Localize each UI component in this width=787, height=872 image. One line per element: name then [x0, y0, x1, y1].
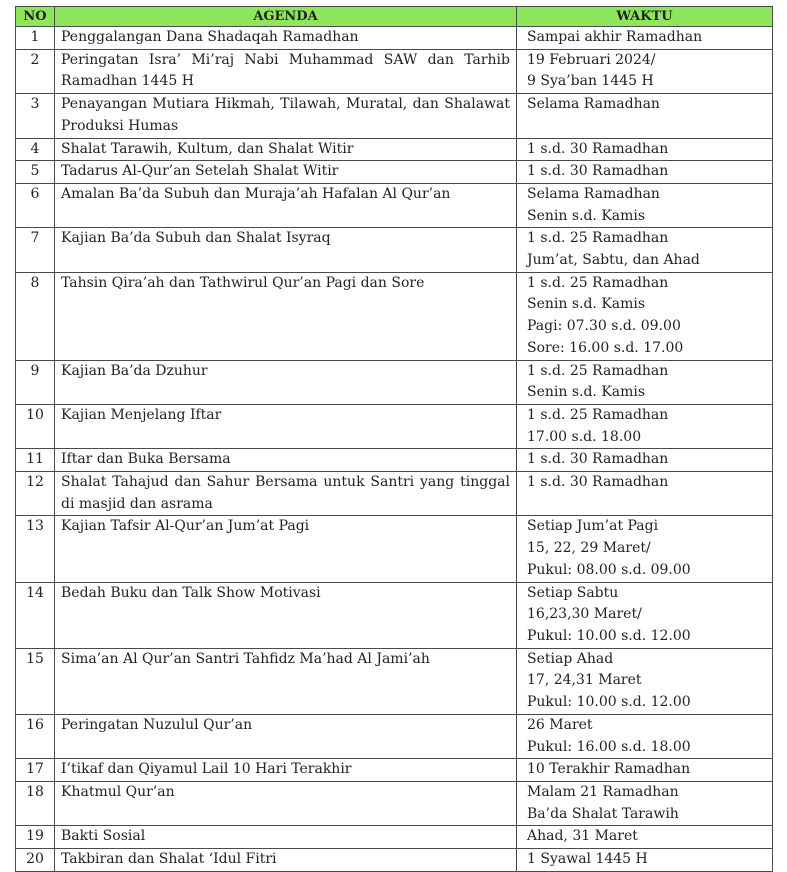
agenda-cell: Bedah Buku dan Talk Show Motivasi: [55, 582, 517, 648]
agenda-cell: Bakti Sosial: [55, 826, 517, 849]
agenda-cell: Penggalangan Dana Shadaqah Ramadhan: [55, 27, 517, 50]
waktu-line: Pukul: 10.00 s.d. 12.00: [527, 694, 691, 711]
waktu-line: 1 s.d. 30 Ramadhan: [527, 451, 669, 468]
agenda-cell: Takbiran dan Shalat ‘Idul Fitri: [55, 849, 517, 872]
waktu-line: 1 s.d. 25 Ramadhan: [527, 362, 669, 379]
table-row: [16, 849, 773, 872]
waktu-cell: [517, 516, 773, 582]
agenda-cell: Penayangan Mutiara Hikmah, Tilawah, Muratal, dan Shalawat Produksi Humas: [55, 94, 517, 138]
table-row: [16, 759, 773, 782]
waktu-line: 9 Sya’ban 1445 H: [527, 73, 654, 90]
agenda-table: [15, 6, 773, 872]
table-row: [16, 272, 773, 360]
waktu-line: Ahad, 31 Maret: [527, 828, 638, 845]
waktu-cell: [517, 94, 773, 138]
waktu-line: Selama Ramadhan: [527, 96, 660, 113]
row-number: 6: [16, 183, 55, 227]
table-row: [16, 183, 773, 227]
waktu-line: Senin s.d. Kamis: [527, 296, 646, 313]
waktu-cell: [517, 849, 773, 872]
waktu-line: Senin s.d. Kamis: [527, 207, 646, 224]
waktu-cell: [517, 582, 773, 648]
waktu-cell: [517, 228, 773, 272]
agenda-cell: Tadarus Al-Qur’an Setelah Shalat Witir: [55, 161, 517, 184]
waktu-line: 1 s.d. 30 Ramadhan: [527, 140, 669, 157]
table-row: [16, 94, 773, 138]
waktu-cell: [517, 272, 773, 360]
row-number: 12: [16, 472, 55, 516]
waktu-line: 17, 24,31 Maret: [527, 672, 642, 689]
agenda-cell: Shalat Tarawih, Kultum, dan Shalat Witir: [55, 138, 517, 161]
waktu-line: 16,23,30 Maret/: [527, 606, 642, 623]
waktu-line: Sore: 16.00 s.d. 17.00: [527, 339, 684, 356]
row-number: 3: [16, 94, 55, 138]
waktu-line: 1 s.d. 25 Ramadhan: [527, 406, 669, 423]
agenda-cell: Tahsin Qira’ah dan Tathwirul Qur’an Pagi dan Sore: [55, 272, 517, 360]
waktu-cell: [517, 648, 773, 714]
agenda-cell: Iftar dan Buka Bersama: [55, 449, 517, 472]
row-number: 13: [16, 516, 55, 582]
waktu-line: 1 s.d. 25 Ramadhan: [527, 274, 669, 291]
table-row: [16, 404, 773, 448]
row-number: 10: [16, 404, 55, 448]
waktu-cell: [517, 714, 773, 758]
waktu-cell: [517, 49, 773, 93]
row-number: 5: [16, 161, 55, 184]
row-number: 11: [16, 449, 55, 472]
agenda-cell: Kajian Ba’da Dzuhur: [55, 360, 517, 404]
waktu-cell: [517, 183, 773, 227]
table-row: [16, 826, 773, 849]
table-row: [16, 714, 773, 758]
waktu-cell: [517, 360, 773, 404]
table-header-row: [16, 7, 773, 27]
waktu-line: Selama Ramadhan: [527, 185, 660, 202]
agenda-cell: Sima’an Al Qur’an Santri Tahfidz Ma’had Al Jami’ah: [55, 648, 517, 714]
agenda-cell: Peringatan Nuzulul Qur’an: [55, 714, 517, 758]
waktu-cell: [517, 138, 773, 161]
waktu-line: 17.00 s.d. 18.00: [527, 428, 642, 445]
header-waktu: WAKTU: [517, 7, 773, 27]
agenda-cell: Kajian Menjelang Iftar: [55, 404, 517, 448]
waktu-line: 1 s.d. 30 Ramadhan: [527, 474, 669, 491]
agenda-cell: Shalat Tahajud dan Sahur Bersama untuk Santri yang tinggal di masjid dan asrama: [55, 472, 517, 516]
waktu-cell: [517, 759, 773, 782]
header-agenda: AGENDA: [55, 7, 517, 27]
agenda-cell: Kajian Ba’da Subuh dan Shalat Isyraq: [55, 228, 517, 272]
row-number: 20: [16, 849, 55, 872]
waktu-line: Pukul: 10.00 s.d. 12.00: [527, 627, 691, 644]
waktu-line: 10 Terakhir Ramadhan: [527, 761, 691, 778]
waktu-line: Ba’da Shalat Tarawih: [527, 805, 679, 822]
row-number: 7: [16, 228, 55, 272]
row-number: 4: [16, 138, 55, 161]
agenda-cell: Kajian Tafsir Al-Qur’an Jum’at Pagi: [55, 516, 517, 582]
waktu-cell: [517, 781, 773, 825]
waktu-line: 19 Februari 2024/: [527, 51, 656, 68]
waktu-line: Senin s.d. Kamis: [527, 384, 646, 401]
waktu-cell: [517, 826, 773, 849]
waktu-line: 1 s.d. 30 Ramadhan: [527, 163, 669, 180]
waktu-line: Jum’at, Sabtu, dan Ahad: [527, 252, 700, 269]
table-row: [16, 781, 773, 825]
row-number: 1: [16, 27, 55, 50]
row-number: 16: [16, 714, 55, 758]
row-number: 19: [16, 826, 55, 849]
table-row: [16, 138, 773, 161]
waktu-line: Setiap Jum’at Pagi: [527, 518, 659, 535]
waktu-line: 26 Maret: [527, 716, 593, 733]
waktu-line: Setiap Sabtu: [527, 584, 619, 601]
agenda-cell: Amalan Ba’da Subuh dan Muraja’ah Hafalan Al Qur’an: [55, 183, 517, 227]
waktu-line: Sampai akhir Ramadhan: [527, 29, 703, 45]
row-number: 15: [16, 648, 55, 714]
table-body: [16, 27, 773, 872]
waktu-line: Pukul: 08.00 s.d. 09.00: [527, 561, 691, 578]
waktu-cell: [517, 404, 773, 448]
waktu-line: Pukul: 16.00 s.d. 18.00: [527, 738, 691, 755]
waktu-line: 15, 22, 29 Maret/: [527, 540, 651, 557]
row-number: 17: [16, 759, 55, 782]
row-number: 8: [16, 272, 55, 360]
table-row: [16, 27, 773, 50]
row-number: 14: [16, 582, 55, 648]
waktu-cell: [517, 27, 773, 50]
header-no: NO: [16, 7, 55, 27]
waktu-line: Malam 21 Ramadhan: [527, 783, 679, 800]
table-row: [16, 582, 773, 648]
waktu-cell: [517, 449, 773, 472]
waktu-line: Setiap Ahad: [527, 650, 614, 667]
table-row: [16, 49, 773, 93]
table-row: [16, 472, 773, 516]
row-number: 18: [16, 781, 55, 825]
table-row: [16, 449, 773, 472]
row-number: 2: [16, 49, 55, 93]
waktu-line: Pagi: 07.30 s.d. 09.00: [527, 318, 681, 335]
table-row: [16, 161, 773, 184]
row-number: 9: [16, 360, 55, 404]
waktu-line: 1 Syawal 1445 H: [527, 851, 648, 868]
waktu-cell: [517, 161, 773, 184]
table-row: [16, 516, 773, 582]
agenda-cell: I’tikaf dan Qiyamul Lail 10 Hari Terakhir: [55, 759, 517, 782]
table-row: [16, 360, 773, 404]
table-row: [16, 648, 773, 714]
table-row: [16, 228, 773, 272]
waktu-line: 1 s.d. 25 Ramadhan: [527, 230, 669, 247]
agenda-cell: Peringatan Isra’ Mi’raj Nabi Muhammad SAW dan Tarhib Ramadhan 1445 H: [55, 49, 517, 93]
waktu-cell: [517, 472, 773, 516]
agenda-cell: Khatmul Qur’an: [55, 781, 517, 825]
